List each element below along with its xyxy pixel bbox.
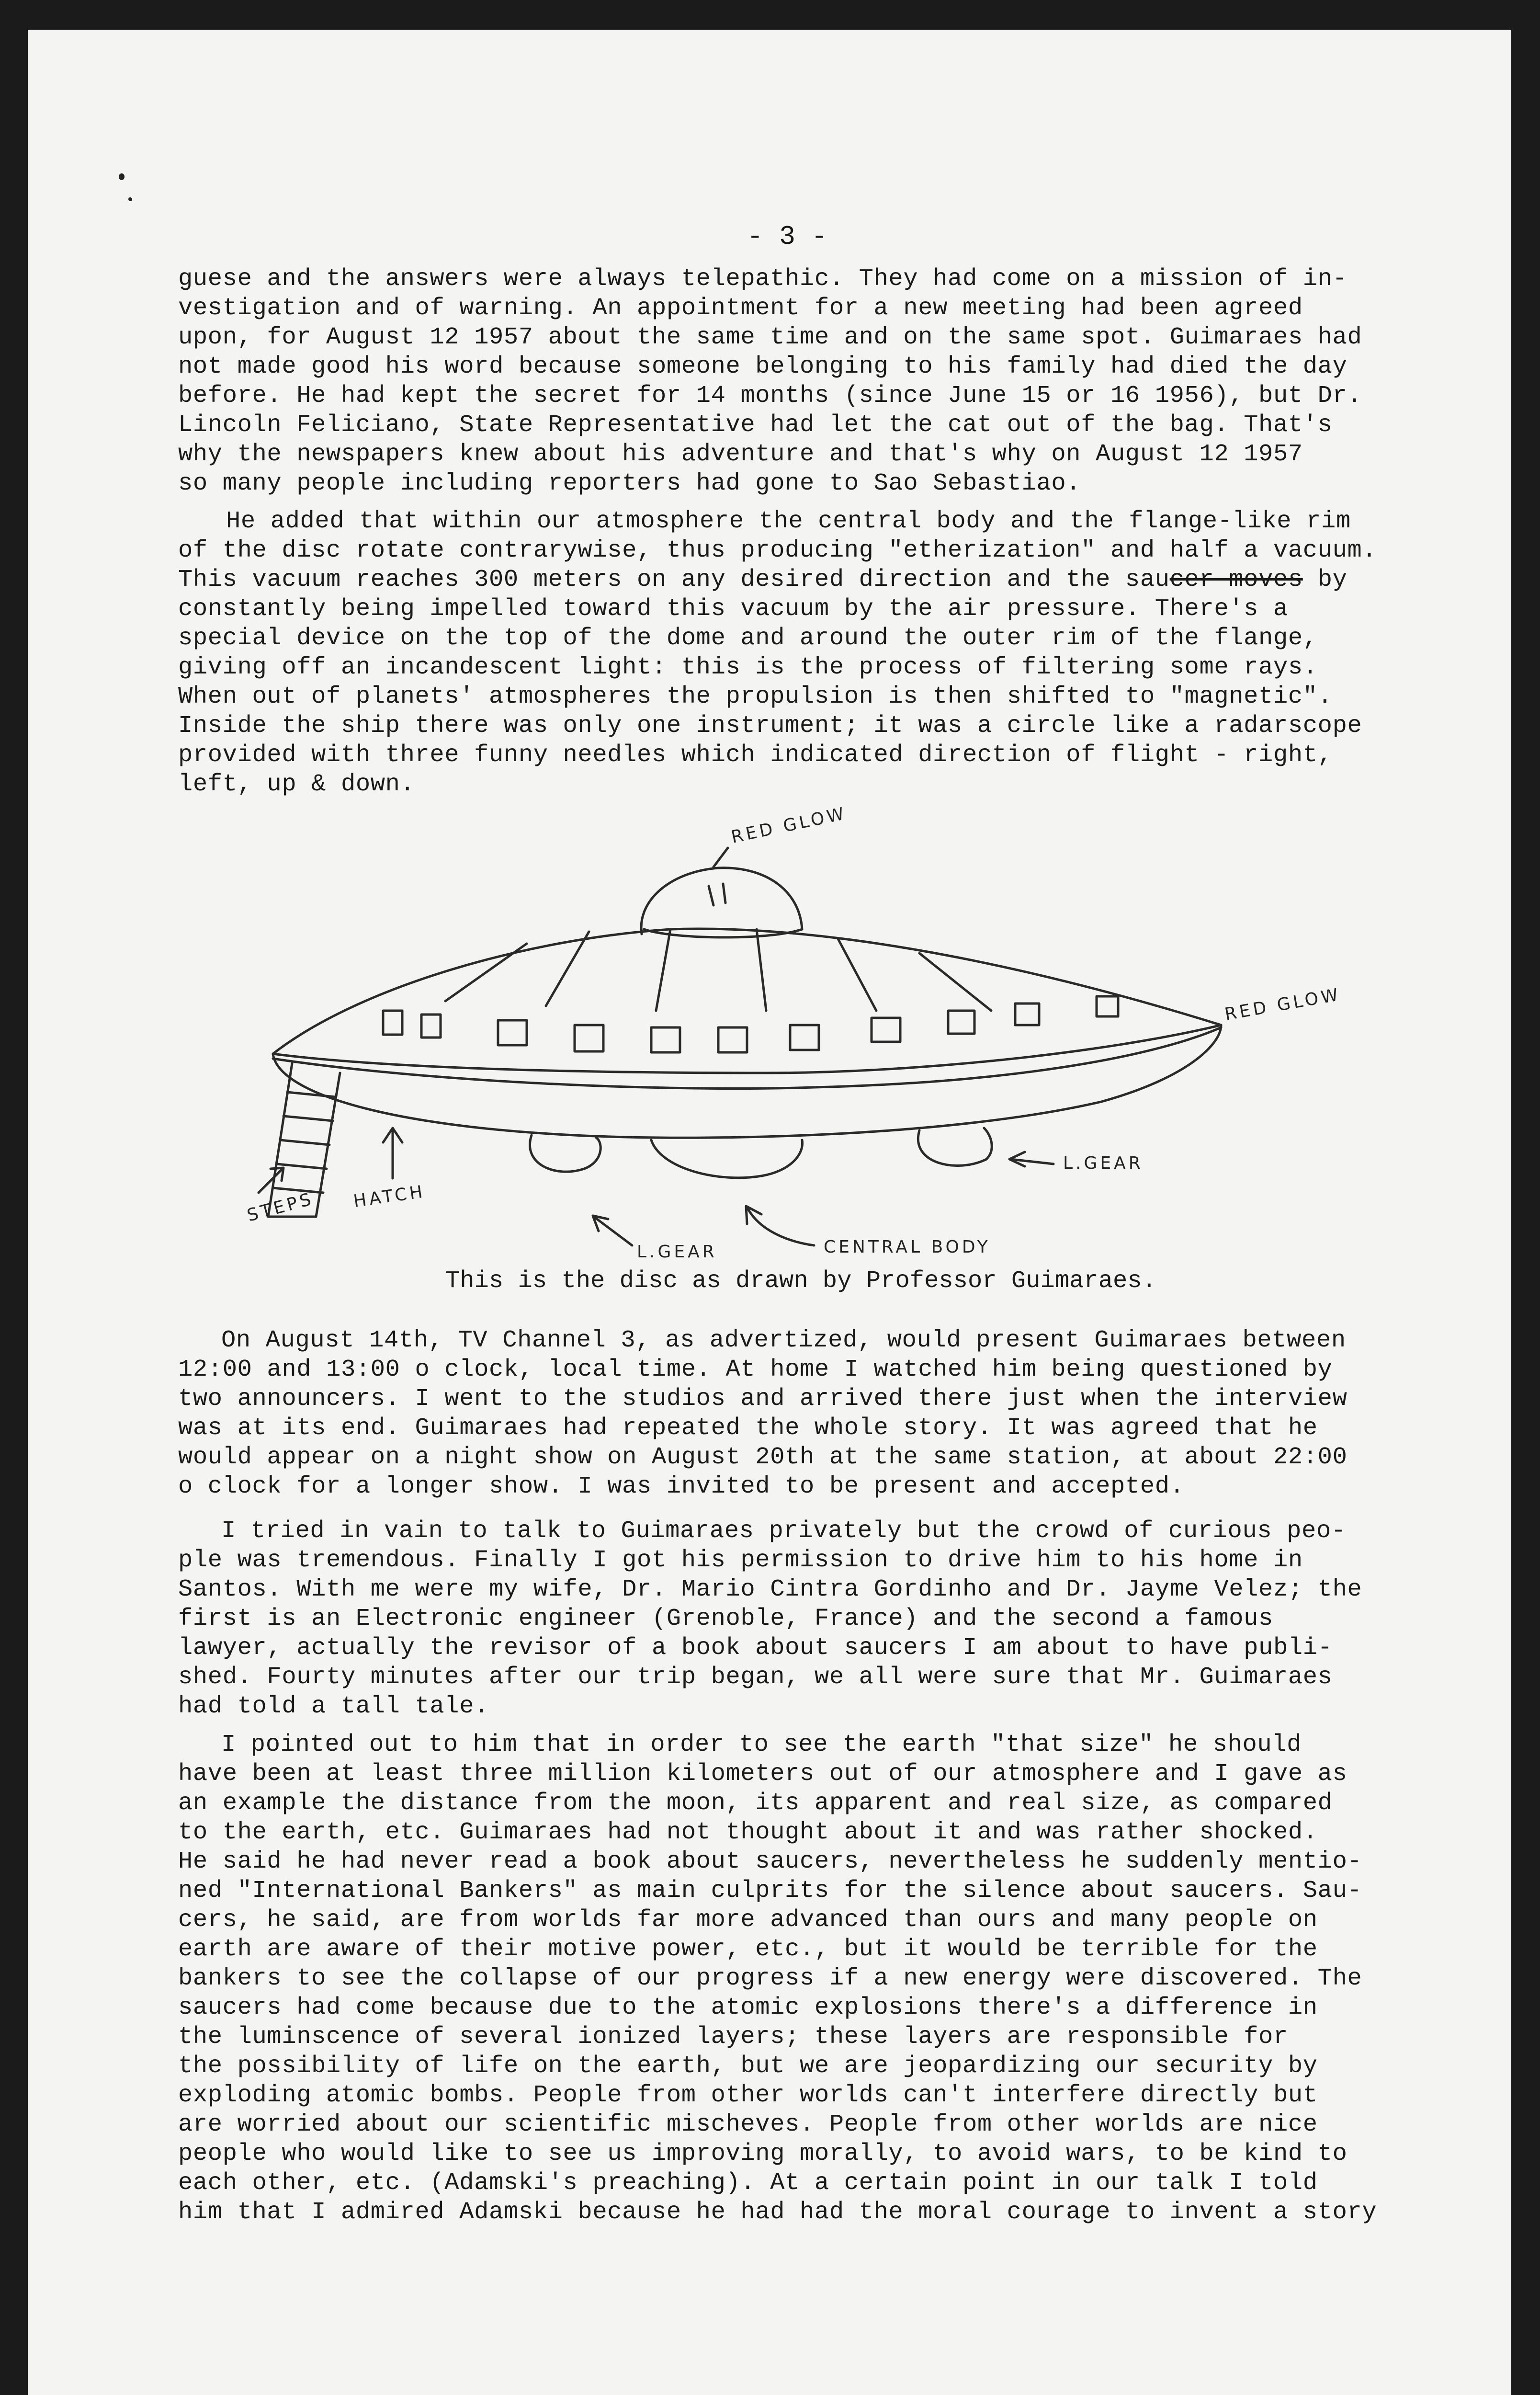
text-line: lawyer, actually the revisor of a book about saucers I am about to have publi- <box>178 1634 1333 1662</box>
text-line: the luminscence of several ionized layers; these layers are responsible for <box>178 2023 1288 2051</box>
text-line: to the earth, etc. Guimaraes had not thought about it and was rather shocked. <box>178 1819 1318 1846</box>
text-line: constantly being impelled toward this vacuum by the air pressure. There's a <box>178 595 1288 623</box>
struck-text: cer moves <box>1169 566 1303 593</box>
paragraph-3 <box>178 1326 1433 1501</box>
porthole <box>575 1025 603 1051</box>
porthole <box>651 1027 680 1052</box>
label-steps: STEPS <box>245 1189 316 1226</box>
text-line: giving off an incandescent light: this is the process of filtering some rays. <box>178 654 1318 681</box>
speck-mark <box>128 197 132 201</box>
text-line: was at its end. Guimaraes had repeated the whole story. It was agreed that he <box>178 1414 1318 1442</box>
central-body-arrow <box>746 1206 814 1245</box>
paragraph-1 <box>178 264 1433 498</box>
text-line: upon, for August 12 1957 about the same time and on the same spot. Guimaraes had <box>178 324 1362 351</box>
text-line: o clock for a longer show. I was invited to be present and accepted. <box>178 1473 1185 1500</box>
label-l-gear-right: L.GEAR <box>1063 1153 1144 1173</box>
text-line: have been at least three million kilometers out of our atmosphere and I gave as <box>178 1760 1348 1788</box>
porthole <box>1015 1004 1039 1025</box>
text-fragment: by <box>1302 566 1348 593</box>
l-gear-right-arrow <box>1009 1152 1053 1166</box>
porthole <box>498 1020 527 1045</box>
porthole <box>872 1018 900 1042</box>
porthole <box>718 1027 747 1052</box>
paragraph-4 <box>178 1517 1433 1721</box>
text-fragment: This vacuum reaches 300 meters on any desired direction and the sau <box>178 566 1170 593</box>
speck-mark <box>119 173 125 180</box>
central-body <box>651 1140 803 1178</box>
text-line <box>178 565 1433 594</box>
text-line: On August 14th, TV Channel 3, as advertized, would present Guimaraes between <box>221 1327 1346 1354</box>
hull-panel-lines <box>445 929 991 1011</box>
text-line: guese and the answers were always telepathic. They had come on a mission of in- <box>178 265 1348 293</box>
text-line: people who would like to see us improving morally, to avoid wars, to be kind to <box>178 2140 1348 2167</box>
text-line: I pointed out to him that in order to see the earth "that size" he should <box>221 1731 1302 1758</box>
text-line: Santos. With me were my wife, Dr. Mario Cintra Gordinho and Dr. Jayme Velez; the <box>178 1576 1362 1603</box>
text-line: ned "International Bankers" as main culprits for the silence about saucers. Sau- <box>178 1877 1362 1905</box>
scan-frame-right <box>1511 0 1540 2395</box>
text-line: bankers to see the collapse of our progress if a new energy were discovered. The <box>178 1965 1362 1992</box>
text-line: the possibility of life on the earth, but we are jeopardizing our security by <box>178 2053 1318 2080</box>
landing-gear-right <box>918 1128 992 1166</box>
text-line: I tried in vain to talk to Guimaraes privately but the crowd of curious peo- <box>221 1517 1346 1545</box>
text-line: first is an Electronic engineer (Grenoble, France) and the second a famous <box>178 1605 1273 1632</box>
text-line: vestigation and of warning. An appointment for a new meeting had been agreed <box>178 295 1303 322</box>
porthole <box>790 1025 819 1050</box>
text-line: before. He had kept the secret for 14 months (since June 15 or 16 1956), but Dr. <box>178 382 1362 410</box>
text-line: earth are aware of their motive power, etc., but it would be terrible for the <box>178 1936 1318 1963</box>
text-line: He added that within our atmosphere the central body and the flange-like rim <box>226 508 1351 535</box>
porthole <box>1097 996 1118 1016</box>
label-red-glow-top: RED GLOW <box>729 803 849 847</box>
text-line: two announcers. I went to the studios and arrived there just when the interview <box>178 1385 1348 1413</box>
disc-drawing <box>239 786 1389 1284</box>
text-line: of the disc rotate contrarywise, thus producing "etherization" and half a vacuum. <box>178 537 1377 564</box>
text-line: special device on the top of the dome and around the outer rim of the flange, <box>178 625 1318 652</box>
paragraph-2 <box>178 507 1433 799</box>
label-hatch: HATCH <box>352 1182 427 1211</box>
text-line: provided with three funny needles which indicated direction of flight - right, <box>178 741 1333 769</box>
text-line: why the newspapers knew about his adventure and that's why on August 12 1957 <box>178 441 1303 468</box>
dome <box>641 868 802 934</box>
text-line: an example the distance from the moon, its apparent and real size, as compared <box>178 1790 1333 1817</box>
dome-window <box>709 884 725 905</box>
scan-frame-left <box>0 0 28 2395</box>
red-glow-arrow <box>713 848 728 867</box>
text-line: so many people including reporters had gone to Sao Sebastiao. <box>178 470 1081 497</box>
disc-sketch <box>239 786 1389 1284</box>
text-line: shed. Fourty minutes after our trip began, we all were sure that Mr. Guimaraes <box>178 1664 1333 1691</box>
text-line: cers, he said, are from worlds far more advanced than ours and many people on <box>178 1906 1318 1934</box>
page-number: - 3 - <box>747 221 828 252</box>
label-red-glow-right: RED GLOW <box>1223 984 1343 1025</box>
text-line: had told a tall tale. <box>178 1693 489 1720</box>
text-line: would appear on a night show on August 20th at the same station, at about 22:00 <box>178 1444 1348 1471</box>
hatch-arrow <box>383 1128 402 1178</box>
text-line: 12:00 and 13:00 o clock, local time. At home I watched him being questioned by <box>178 1356 1333 1383</box>
l-gear-arrow <box>593 1216 632 1245</box>
text-line: Lincoln Feliciano, State Representative had let the cat out of the bag. That's <box>178 411 1333 439</box>
text-line: left, up & down. <box>178 771 415 798</box>
porthole <box>421 1015 441 1038</box>
text-line: not made good his word because someone belonging to his family had died the day <box>178 353 1348 380</box>
porthole <box>383 1011 402 1035</box>
porthole <box>948 1011 974 1034</box>
label-l-gear-left: L.GEAR <box>637 1242 717 1262</box>
text-line: exploding atomic bombs. People from other worlds can't interfere directly but <box>178 2082 1318 2109</box>
figure-caption: This is the disc as drawn by Professor Guimaraes. <box>445 1267 1156 1295</box>
scan-frame-top <box>0 0 1540 30</box>
landing-gear-left <box>530 1135 601 1172</box>
text-line: each other, etc. (Adamski's preaching). At a certain point in our talk I told <box>178 2169 1318 2197</box>
text-line: Inside the ship there was only one instrument; it was a circle like a radarscope <box>178 712 1362 740</box>
text-line: him that I admired Adamski because he had had the moral courage to invent a story <box>178 2199 1377 2226</box>
text-line: are worried about our scientific mischeves. People from other worlds are nice <box>178 2111 1318 2138</box>
text-line: He said he had never read a book about saucers, nevertheless he suddenly mentio- <box>178 1848 1362 1875</box>
text-line: saucers had come because due to the atomic explosions there's a difference in <box>178 1994 1318 2021</box>
label-central-body: CENTRAL BODY <box>824 1237 991 1257</box>
paragraph-5 <box>178 1730 1433 2227</box>
text-line: When out of planets' atmospheres the propulsion is then shifted to "magnetic". <box>178 683 1333 710</box>
text-line: ple was tremendous. Finally I got his permission to drive him to his home in <box>178 1547 1303 1574</box>
